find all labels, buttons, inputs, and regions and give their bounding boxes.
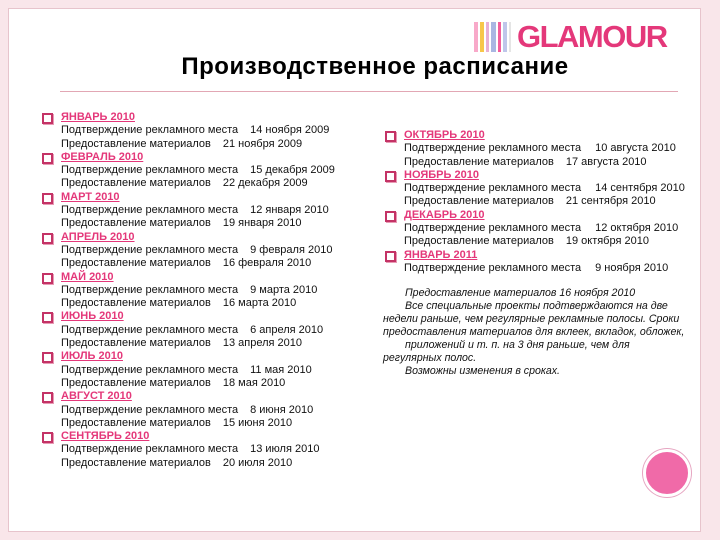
confirm-row [61,164,361,177]
bullet-icon [42,273,53,284]
materials-date: 16 февраля 2010 [222,257,312,270]
month-block [61,231,361,271]
logo-stripe [480,22,484,52]
logo-stripe [509,22,511,52]
materials-row [61,217,361,230]
materials-label: Предоставление материалов [61,257,211,270]
confirm-row [61,324,361,337]
materials-label: Предоставление материалов [61,297,211,310]
month-name: МАЙ 2010 [61,270,114,283]
materials-label: Предоставление материалов [404,235,554,248]
month-name: МАРТ 2010 [61,190,120,203]
confirm-label: Подтверждение рекламного места [61,443,239,456]
materials-row [61,297,361,310]
bullet-icon [42,113,53,124]
confirm-date: 14 сентября 2010 [595,182,685,195]
bullet-icon [42,153,53,164]
confirm-row [404,182,704,195]
materials-row [61,177,361,190]
confirm-row [61,244,361,257]
confirm-row [61,364,361,377]
month-name: ИЮЛЬ 2010 [61,350,123,363]
materials-date: 17 августа 2010 [565,155,647,168]
materials-date: 19 января 2010 [222,217,302,230]
materials-label: Предоставление материалов [404,195,554,208]
materials-label: Предоставление материалов [61,456,211,469]
materials-label: Предоставление материалов [61,137,211,150]
materials-date: 19 октября 2010 [565,235,649,248]
month-block [404,249,704,276]
bullet-icon [385,251,396,262]
month-name: ЯНВАРЬ 2011 [404,248,478,261]
confirm-label: Подтверждение рекламного места [404,222,582,235]
month-name: ОКТЯБРЬ 2010 [404,129,485,141]
confirm-row [61,204,361,217]
bullet-icon [385,171,396,182]
confirm-date: 13 июля 2010 [250,443,320,456]
month-name: ИЮНЬ 2010 [61,310,124,323]
confirm-row [404,262,704,275]
logo-stripe [503,22,507,52]
confirm-label: Подтверждение рекламного места [61,403,239,416]
confirm-row [61,284,361,297]
materials-label: Предоставление материалов [61,416,211,429]
month-block [61,191,361,231]
materials-label: Предоставление материалов [61,376,211,389]
confirm-date: 8 июня 2010 [250,403,314,416]
materials-date: 13 апреля 2010 [222,337,302,350]
month-name: ЯНВАРЬ 2010 [61,111,135,123]
month-block [404,209,704,249]
month-name: СЕНТЯБРЬ 2010 [61,430,150,443]
confirm-label: Подтверждение рекламного места [61,164,239,177]
glamour-logo [474,20,667,54]
materials-label: Предоставление материалов [61,217,211,230]
month-block [404,129,704,169]
confirm-date: 9 февраля 2010 [250,243,333,256]
confirm-row [404,142,704,155]
logo-text: GLAMOUR [517,19,667,54]
materials-row [404,195,704,208]
note-special-projects: Все специальные проекты подтверждаются на две недели раньше, чем регулярные рекламные полосы. Сроки предоставления материалов для вклеек, вкладок, обложек, [383,300,685,338]
logo-stripe [491,22,496,52]
materials-label: Предоставление материалов [61,337,211,350]
materials-row [61,337,361,350]
confirm-row [61,124,361,137]
note-materials-line: Предоставление материалов 16 ноября 2010 [405,287,636,299]
month-block [61,430,361,470]
schedule-note [383,287,688,378]
materials-label: Предоставление материалов [61,177,211,190]
logo-stripe [498,22,501,52]
materials-row [404,156,704,169]
confirm-date: 12 октября 2010 [595,222,679,235]
month-block [61,350,361,390]
bullet-icon [42,432,53,443]
confirm-label: Подтверждение рекламного места [404,261,582,274]
logo-stripe [486,22,489,52]
confirm-label: Подтверждение рекламного места [61,124,239,137]
confirm-date: 14 ноября 2009 [250,124,330,137]
materials-date: 20 июля 2010 [222,456,293,469]
month-block [61,310,361,350]
confirm-date: 11 мая 2010 [250,363,312,376]
materials-row [61,457,361,470]
materials-date: 22 декабря 2009 [222,177,308,190]
page-title: Производственное расписание [181,53,569,80]
bullet-icon [42,392,53,403]
bullet-icon [385,131,396,142]
bullet-icon [42,352,53,363]
note-supplements: приложений и т. п. на 3 дня раньше, чем для регулярных полос. [383,339,630,364]
materials-row [61,417,361,430]
materials-date: 18 мая 2010 [222,376,286,389]
bullet-icon [42,312,53,323]
confirm-row [61,443,361,456]
materials-date: 21 сентября 2010 [565,195,656,208]
logo-stripe [474,22,478,52]
right-schedule-column [404,129,704,275]
confirm-label: Подтверждение рекламного места [61,323,239,336]
bullet-icon [385,211,396,222]
confirm-date: 12 января 2010 [250,204,329,217]
bullet-icon [42,233,53,244]
confirm-label: Подтверждение рекламного места [61,283,239,296]
confirm-label: Подтверждение рекламного места [61,363,239,376]
materials-label: Предоставление материалов [404,155,554,168]
materials-date: 21 ноября 2009 [222,137,303,150]
bullet-icon [42,193,53,204]
month-block [61,111,361,151]
confirm-date: 6 апреля 2010 [250,323,324,336]
confirm-row [404,222,704,235]
month-block [404,169,704,209]
confirm-label: Подтверждение рекламного места [61,204,239,217]
confirm-date: 15 декабря 2009 [250,164,335,177]
month-block [61,151,361,191]
month-block [61,271,361,311]
confirm-date: 9 марта 2010 [250,283,318,296]
materials-row [61,377,361,390]
title-divider [60,91,678,92]
confirm-label: Подтверждение рекламного места [404,182,582,195]
confirm-row [61,404,361,417]
left-schedule-column [61,111,361,470]
month-name: АВГУСТ 2010 [61,390,132,403]
materials-row [404,235,704,248]
note-changes: Возможны изменения в сроках. [405,365,561,377]
confirm-date: 9 ноября 2010 [595,261,669,274]
materials-date: 16 марта 2010 [222,297,297,310]
month-block [61,390,361,430]
materials-row [61,257,361,270]
month-name: ДЕКАБРЬ 2010 [404,208,485,221]
confirm-date: 10 августа 2010 [595,142,676,155]
materials-date: 15 июня 2010 [222,416,293,429]
month-name: ФЕВРАЛЬ 2010 [61,150,144,163]
materials-row [61,138,361,151]
confirm-label: Подтверждение рекламного места [61,243,239,256]
confirm-label: Подтверждение рекламного места [404,142,582,155]
decorative-circle [643,449,691,497]
month-name: АПРЕЛЬ 2010 [61,230,135,243]
month-name: НОЯБРЬ 2010 [404,168,479,181]
